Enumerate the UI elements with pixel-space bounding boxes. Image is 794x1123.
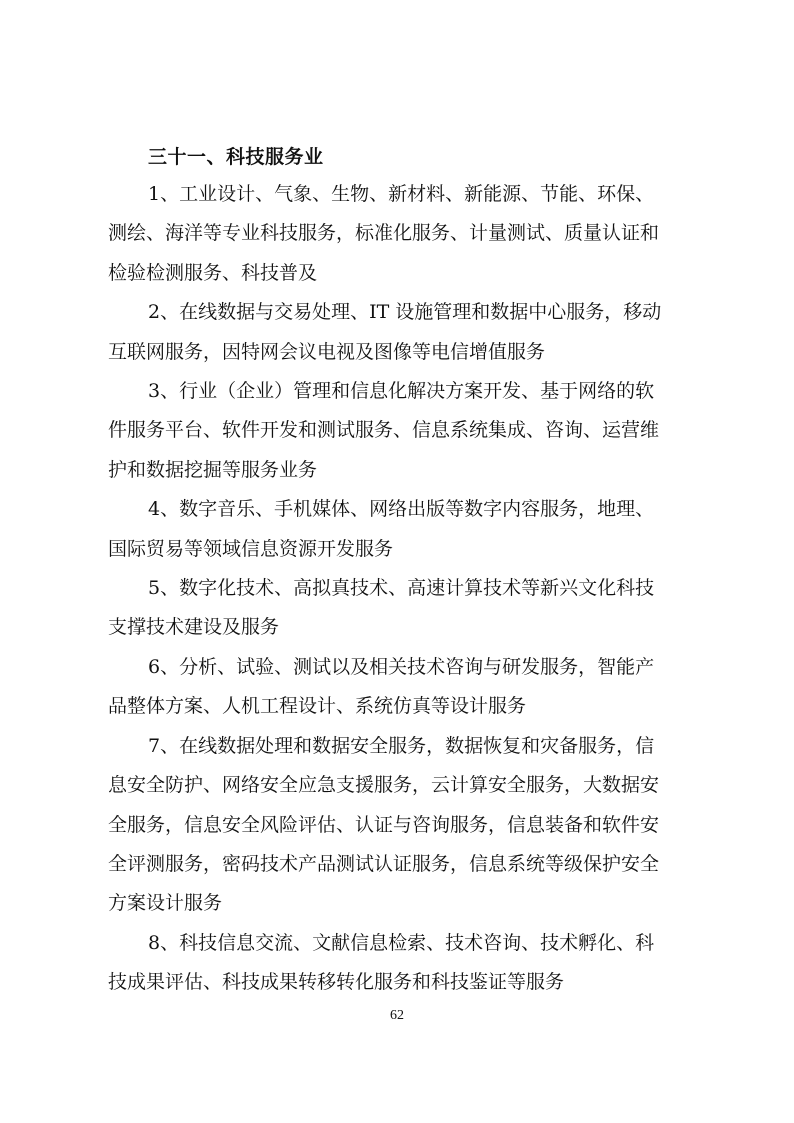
paragraph-line: 7、在线数据处理和数据安全服务，数据恢复和灾备服务，信 [148, 734, 655, 757]
page-number: 62 [390, 1008, 404, 1023]
paragraph-7 [108, 727, 688, 924]
paragraph-line: 息安全防护、网络安全应急支援服务，云计算安全服务，大数据安 [108, 774, 660, 797]
paragraph-line: 1、工业设计、气象、生物、新材料、新能源、节能、环保、 [148, 183, 655, 205]
section-heading: 三十一、科技服务业 [148, 146, 324, 168]
paragraph-line: 件服务平台、软件开发和测试服务、信息系统集成、咨询、运营维 [108, 419, 660, 442]
paragraph-6 [108, 648, 688, 727]
paragraph-line: 3、行业（企业）管理和信息化解决方案开发、基于网络的软 [148, 380, 655, 403]
paragraph-line: 方案设计服务 [108, 892, 223, 915]
paragraph-4 [108, 490, 688, 569]
paragraph-line: 全服务，信息安全风险评估、认证与咨询服务，信息装备和软件安 [108, 813, 660, 836]
paragraph-line: 测绘、海洋等专业科技服务，标准化服务、计量测试、质量认证和 [108, 222, 660, 245]
paragraph-line: 护和数据挖掘等服务业务 [108, 458, 318, 481]
paragraph-line: 2、在线数据与交易处理、IT 设施管理和数据中心服务，移动 [148, 301, 662, 324]
paragraph-line: 支撑技术建设及服务 [108, 616, 280, 639]
paragraph-line: 国际贸易等领域信息资源开发服务 [108, 537, 394, 560]
paragraph-line: 技成果评估、科技成果转移转化服务和科技鉴证等服务 [108, 971, 565, 994]
paragraph-line: 5、数字化技术、高拟真技术、高速计算技术等新兴文化科技 [148, 577, 655, 600]
section-body [108, 175, 688, 1003]
paragraph-2 [108, 293, 688, 372]
paragraph-3 [108, 372, 688, 490]
paragraph-line: 6、分析、试验、测试以及相关技术咨询与研发服务，智能产 [148, 655, 655, 678]
paragraph-line: 检验检测服务、科技普及 [108, 261, 318, 284]
paragraph-line: 8、科技信息交流、文献信息检索、技术咨询、技术孵化、科 [148, 931, 655, 954]
paragraph-1 [108, 175, 688, 293]
paragraph-line: 品整体方案、人机工程设计、系统仿真等设计服务 [108, 695, 527, 718]
paragraph-5 [108, 569, 688, 648]
paragraph-line: 互联网服务，因特网会议电视及图像等电信增值服务 [108, 340, 546, 363]
paragraph-line: 4、数字音乐、手机媒体、网络出版等数字内容服务，地理、 [148, 498, 655, 521]
paragraph-line: 全评测服务，密码技术产品测试认证服务，信息系统等级保护安全 [108, 852, 660, 875]
paragraph-8 [108, 924, 688, 1003]
